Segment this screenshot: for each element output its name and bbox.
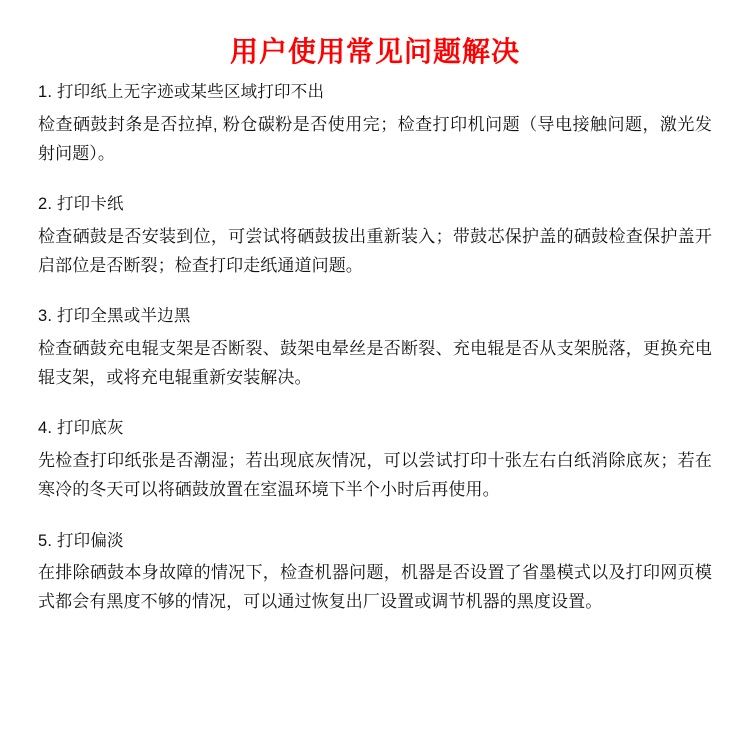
- list-item: [38, 304, 712, 402]
- list-item: [38, 529, 712, 627]
- section-divider: [38, 402, 712, 416]
- faq-question: 1. 打印纸上无字迹或某些区域打印不出: [38, 83, 325, 102]
- faq-answer: 检查硒鼓充电辊支架是否断裂、鼓架电晕丝是否断裂、充电辊是否从支架脱落，更换充电辊支架，或将充电辊重新安装解决。: [38, 339, 712, 388]
- faq-question: 5. 打印偏淡: [38, 531, 124, 550]
- faq-answer: 在排除硒鼓本身故障的情况下，检查机器问题，机器是否设置了省墨模式以及打印网页模式都会有黑度不够的情况，可以通过恢复出厂设置或调节机器的黑度设置。: [38, 563, 712, 612]
- faq-list: [38, 80, 712, 626]
- faq-answer: 检查硒鼓封条是否拉掉, 粉仓碳粉是否使用完；检查打印机问题（导电接触问题，激光发射问题）。: [38, 114, 712, 164]
- faq-question: 4. 打印底灰: [38, 419, 124, 438]
- section-divider: [38, 290, 712, 304]
- section-divider: [38, 515, 712, 529]
- section-divider: [38, 178, 712, 192]
- faq-answer: 先检查打印纸张是否潮湿；若出现底灰情况，可以尝试打印十张左右白纸消除底灰；若在寒冷的冬天可以将硒鼓放置在室温环境下半个小时后再使用。: [38, 451, 712, 500]
- list-item: [38, 80, 712, 178]
- faq-question: 2. 打印卡纸: [38, 195, 124, 214]
- faq-question: 3. 打印全黑或半边黑: [38, 307, 191, 326]
- list-item: [38, 192, 712, 290]
- page-title: 用户使用常见问题解决: [229, 36, 520, 67]
- list-item: [38, 416, 712, 514]
- faq-answer: 检查硒鼓是否安装到位，可尝试将硒鼓拔出重新装入；带鼓芯保护盖的硒鼓检查保护盖开启部位是否断裂；检查打印走纸通道问题。: [38, 226, 712, 276]
